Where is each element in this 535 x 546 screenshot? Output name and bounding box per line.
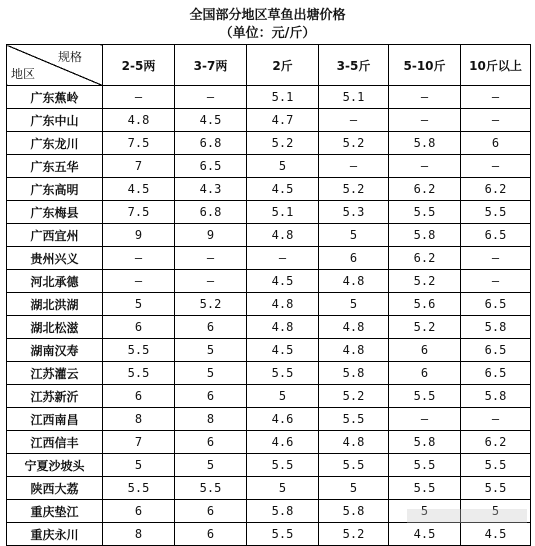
price-cell: 4.5 [247, 178, 319, 201]
table-row [7, 247, 531, 270]
price-cell: — [389, 408, 461, 431]
price-cell: 5.3 [319, 201, 389, 224]
price-cell: 4.8 [103, 109, 175, 132]
region-cell: 贵州兴义 [7, 247, 103, 270]
column-header: 2-5两 [103, 45, 175, 86]
price-cell: — [319, 155, 389, 178]
table-row [7, 316, 531, 339]
price-cell: 5.5 [319, 408, 389, 431]
price-cell: 5.1 [247, 86, 319, 109]
region-cell: 广东梅县 [7, 201, 103, 224]
price-cell: 5.8 [389, 224, 461, 247]
price-cell: 5.8 [319, 500, 389, 523]
price-cell: — [461, 270, 531, 293]
price-cell: — [461, 86, 531, 109]
price-cell: 6 [175, 385, 247, 408]
price-cell: 6.5 [461, 339, 531, 362]
price-cell: 5 [247, 385, 319, 408]
price-cell: 5 [319, 293, 389, 316]
price-cell: 5.2 [175, 293, 247, 316]
table-row [7, 270, 531, 293]
price-cell: 6.2 [389, 178, 461, 201]
price-cell: 5 [175, 362, 247, 385]
price-cell: 5.2 [319, 385, 389, 408]
table-row [7, 454, 531, 477]
region-cell: 湖北松滋 [7, 316, 103, 339]
price-cell: 5.5 [461, 477, 531, 500]
price-cell: 4.8 [319, 270, 389, 293]
table-row [7, 362, 531, 385]
table-row [7, 86, 531, 109]
price-cell: 5.5 [389, 385, 461, 408]
price-cell: 4.8 [319, 316, 389, 339]
price-cell: 6 [103, 385, 175, 408]
price-cell: 5.5 [175, 477, 247, 500]
price-cell: 6 [175, 431, 247, 454]
price-cell: 4.8 [247, 293, 319, 316]
table-row [7, 132, 531, 155]
table-body [7, 86, 531, 546]
table-row [7, 339, 531, 362]
price-cell: 5 [103, 454, 175, 477]
region-cell: 广东中山 [7, 109, 103, 132]
price-cell: 4.8 [247, 316, 319, 339]
price-cell: 5.5 [461, 454, 531, 477]
price-cell: 5.5 [461, 201, 531, 224]
price-cell: 9 [103, 224, 175, 247]
price-cell: 4.8 [319, 431, 389, 454]
price-cell: — [175, 247, 247, 270]
price-cell: 4.6 [247, 431, 319, 454]
table-row [7, 155, 531, 178]
price-cell: 5 [175, 339, 247, 362]
price-cell: 5.1 [319, 86, 389, 109]
region-cell: 广东蕉岭 [7, 86, 103, 109]
price-cell: 4.5 [247, 270, 319, 293]
price-cell: — [103, 86, 175, 109]
table-row [7, 224, 531, 247]
price-cell: 5.5 [103, 477, 175, 500]
price-cell: 6 [103, 316, 175, 339]
price-cell: 5.2 [319, 178, 389, 201]
price-cell: 6 [175, 500, 247, 523]
price-cell: — [461, 408, 531, 431]
column-header: 10斤以上 [461, 45, 531, 86]
price-cell: 5.8 [389, 431, 461, 454]
price-cell: 4.8 [319, 339, 389, 362]
table-row [7, 293, 531, 316]
price-cell: — [461, 155, 531, 178]
table-row [7, 408, 531, 431]
price-cell: — [461, 109, 531, 132]
price-cell: — [389, 155, 461, 178]
diagonal-header-cell [7, 45, 103, 86]
column-header: 3-5斤 [319, 45, 389, 86]
table-row [7, 201, 531, 224]
price-cell: — [247, 247, 319, 270]
price-cell: 5.2 [247, 132, 319, 155]
price-cell: 5.6 [389, 293, 461, 316]
price-cell: 5.5 [319, 454, 389, 477]
price-cell: 7.5 [103, 201, 175, 224]
price-cell: 5.1 [247, 201, 319, 224]
price-cell: 4.5 [247, 339, 319, 362]
region-cell: 宁夏沙坡头 [7, 454, 103, 477]
region-cell: 江西南昌 [7, 408, 103, 431]
table-row [7, 477, 531, 500]
price-cell: 5.5 [103, 339, 175, 362]
price-cell: — [103, 270, 175, 293]
price-cell: 5.2 [319, 523, 389, 546]
region-cell: 江苏新沂 [7, 385, 103, 408]
region-cell: 河北承德 [7, 270, 103, 293]
price-cell: 5.5 [389, 477, 461, 500]
price-table [6, 44, 531, 546]
watermark [407, 509, 527, 523]
price-cell: 6.2 [461, 178, 531, 201]
header-row [7, 45, 531, 86]
region-cell: 江西信丰 [7, 431, 103, 454]
price-cell: 5 [247, 155, 319, 178]
price-cell: 4.7 [247, 109, 319, 132]
price-cell: 6.2 [461, 431, 531, 454]
price-cell: 6 [175, 316, 247, 339]
price-cell: 5.5 [247, 362, 319, 385]
price-cell: 4.5 [461, 523, 531, 546]
price-cell: 5.5 [389, 201, 461, 224]
price-cell: 7 [103, 431, 175, 454]
price-cell: 5.2 [389, 316, 461, 339]
price-cell: 6.8 [175, 201, 247, 224]
price-cell: 5 [389, 500, 461, 523]
table-row [7, 178, 531, 201]
price-cell: — [175, 270, 247, 293]
price-cell: — [389, 86, 461, 109]
price-cell: 5 [461, 500, 531, 523]
price-cell: 8 [103, 523, 175, 546]
region-cell: 广东龙川 [7, 132, 103, 155]
table-title: 全国部分地区草鱼出塘价格 [189, 8, 346, 23]
region-cell: 陕西大荔 [7, 477, 103, 500]
price-cell: 4.5 [175, 109, 247, 132]
price-cell: 5.8 [319, 362, 389, 385]
region-cell: 湖北洪湖 [7, 293, 103, 316]
price-cell: 6.5 [461, 224, 531, 247]
price-cell: 8 [175, 408, 247, 431]
price-cell: 5.5 [103, 362, 175, 385]
price-cell: 4.3 [175, 178, 247, 201]
price-cell: 6.5 [461, 293, 531, 316]
price-cell: 8 [103, 408, 175, 431]
price-cell: 5.8 [389, 132, 461, 155]
price-cell: 6.5 [175, 155, 247, 178]
region-cell: 广西宜州 [7, 224, 103, 247]
table-row [7, 431, 531, 454]
price-cell: 4.5 [103, 178, 175, 201]
price-cell: 5 [103, 293, 175, 316]
price-cell: 6 [389, 362, 461, 385]
column-header: 3-7两 [175, 45, 247, 86]
table-row [7, 109, 531, 132]
unit-subtitle: （单位：元/斤） [219, 26, 316, 41]
price-cell: 7 [103, 155, 175, 178]
price-cell: 4.6 [247, 408, 319, 431]
price-cell: 6.2 [389, 247, 461, 270]
price-cell: 6.8 [175, 132, 247, 155]
table-row [7, 385, 531, 408]
price-cell: 9 [175, 224, 247, 247]
column-header: 5-10斤 [389, 45, 461, 86]
price-cell: 4.8 [247, 224, 319, 247]
region-cell: 重庆垫江 [7, 500, 103, 523]
price-cell: — [461, 247, 531, 270]
price-cell: 5.8 [247, 500, 319, 523]
price-cell: 5.8 [461, 385, 531, 408]
price-cell: 5 [319, 224, 389, 247]
price-cell: 5.8 [461, 316, 531, 339]
price-cell: — [103, 247, 175, 270]
region-cell: 重庆永川 [7, 523, 103, 546]
price-cell: 5 [319, 477, 389, 500]
price-cell: 5.5 [247, 523, 319, 546]
price-cell: 5.5 [389, 454, 461, 477]
price-cell: 5.2 [319, 132, 389, 155]
price-cell: 6 [319, 247, 389, 270]
column-header: 2斤 [247, 45, 319, 86]
price-cell: 5.2 [389, 270, 461, 293]
price-cell: 7.5 [103, 132, 175, 155]
price-cell: 6 [175, 523, 247, 546]
price-cell: 6 [389, 339, 461, 362]
region-cell: 湖南汉寿 [7, 339, 103, 362]
region-cell: 江苏灌云 [7, 362, 103, 385]
table-row [7, 523, 531, 546]
price-cell: 5.5 [247, 454, 319, 477]
price-cell: 4.5 [389, 523, 461, 546]
price-cell: 6 [461, 132, 531, 155]
price-cell: — [175, 86, 247, 109]
price-cell: 6.5 [461, 362, 531, 385]
spec-label: 规格 [57, 50, 82, 64]
price-cell: — [319, 109, 389, 132]
region-cell: 广东五华 [7, 155, 103, 178]
region-cell: 广东高明 [7, 178, 103, 201]
price-cell: 6 [103, 500, 175, 523]
price-cell: 5 [175, 454, 247, 477]
region-label: 地区 [11, 67, 36, 81]
price-cell: — [389, 109, 461, 132]
price-cell: 5 [247, 477, 319, 500]
